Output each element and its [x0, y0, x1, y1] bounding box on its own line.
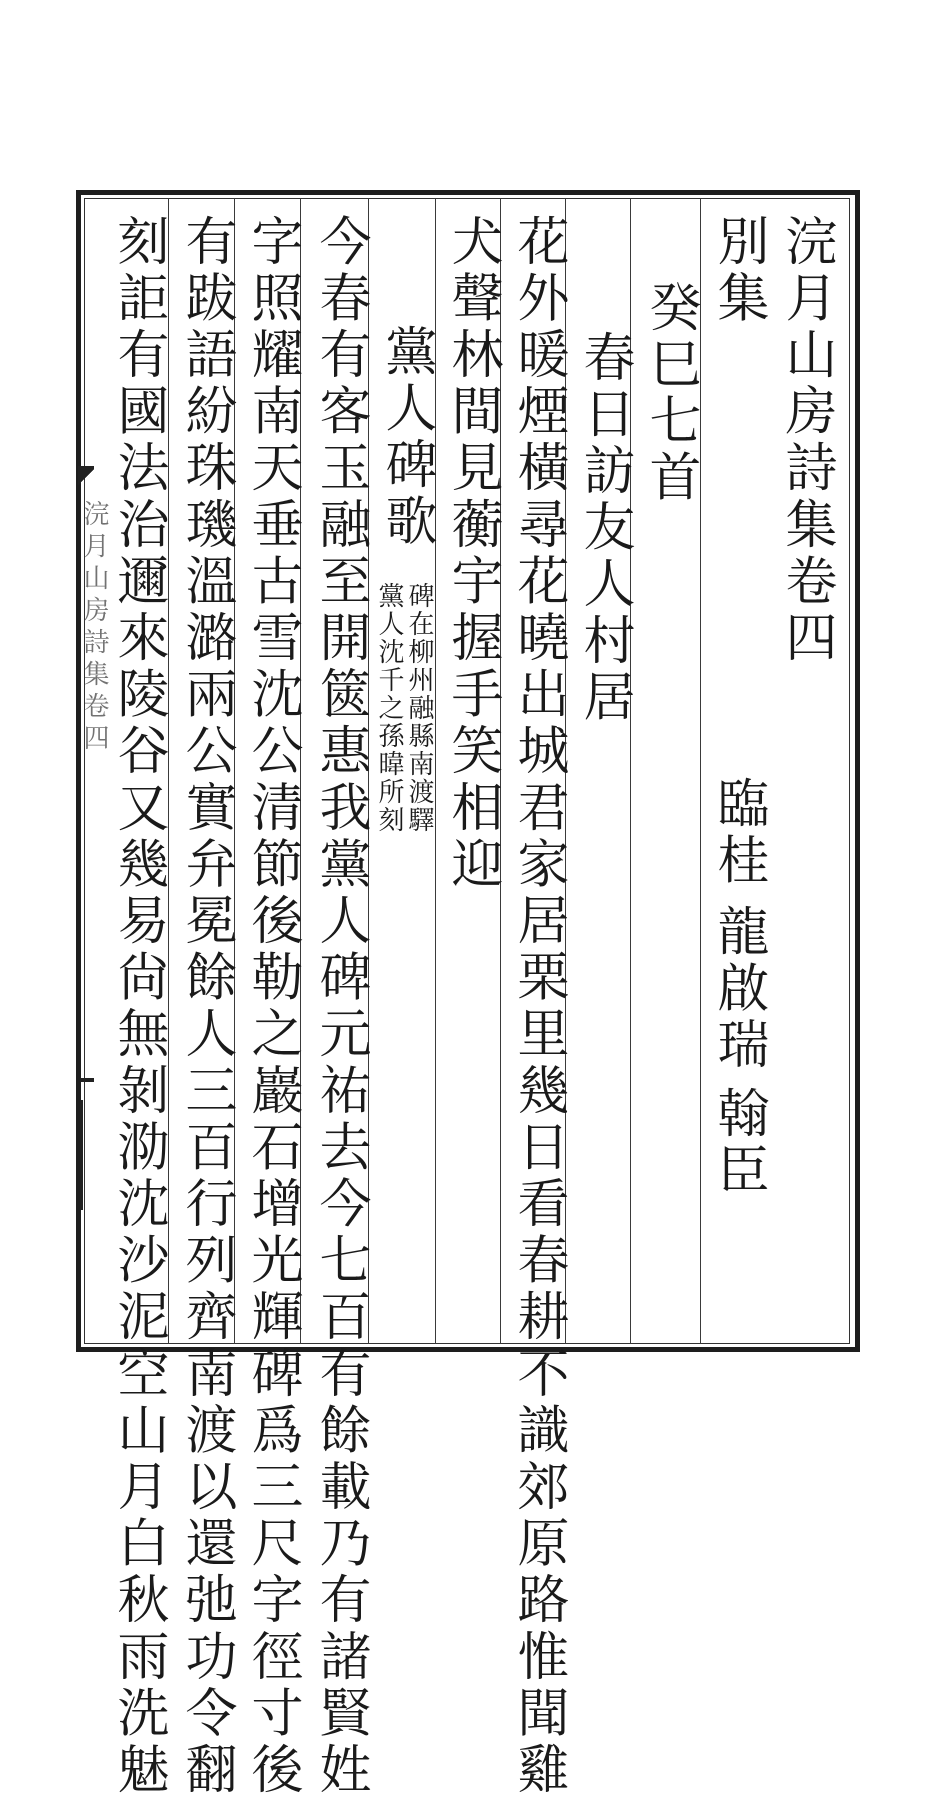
annotation-line: 碑在柳州融縣南渡驛 — [404, 582, 434, 834]
poem-text-line: 字照耀南天垂古雪沈公清節後勒之巖石增光輝碑爲三尺字徑寸後 — [242, 214, 302, 1799]
fold-fish-tail-mark — [78, 466, 94, 488]
fold-line — [80, 1100, 93, 1210]
poem-text-line: 今春有客玉融至開篋惠我黨人碑元祐去今七百有餘載乃有諸賢姓 — [310, 214, 370, 1799]
poem-title: 黨人碑歌 — [376, 324, 436, 551]
poem-text-line: 犬聲林間見蘅宇握手笑相迎 — [442, 214, 502, 894]
author-name: 龍啟瑞 — [708, 904, 768, 1074]
year-heading: 癸巳七首 — [640, 280, 700, 507]
poem-text-line: 刻詎有國法治邇來陵谷又幾易尙無剝泐沈沙泥空山月白秋雨洗魅 — [108, 214, 168, 1799]
author-native-place: 臨桂 — [708, 776, 768, 890]
poem-text-line: 有跋語紛珠璣溫潞兩公實弁冕餘人三百行列齊南渡以還弛功令翻 — [176, 214, 236, 1799]
fold-mark — [80, 1078, 94, 1082]
poem-title: 春日訪友人村居 — [574, 330, 634, 727]
author-courtesy-name: 翰臣 — [708, 1086, 768, 1200]
poem-text-line: 花外暖煙橫尋花曉出城君家居栗里幾日看春耕不識郊原路惟聞雞 — [508, 214, 568, 1799]
annotation-line: 黨人沈千之孫暐所刻 — [374, 582, 404, 834]
collection-label: 別集 — [708, 214, 768, 328]
fold-title: 浣月山房詩集卷四 — [79, 500, 109, 756]
volume-title: 浣月山房詩集卷四 — [776, 214, 836, 667]
